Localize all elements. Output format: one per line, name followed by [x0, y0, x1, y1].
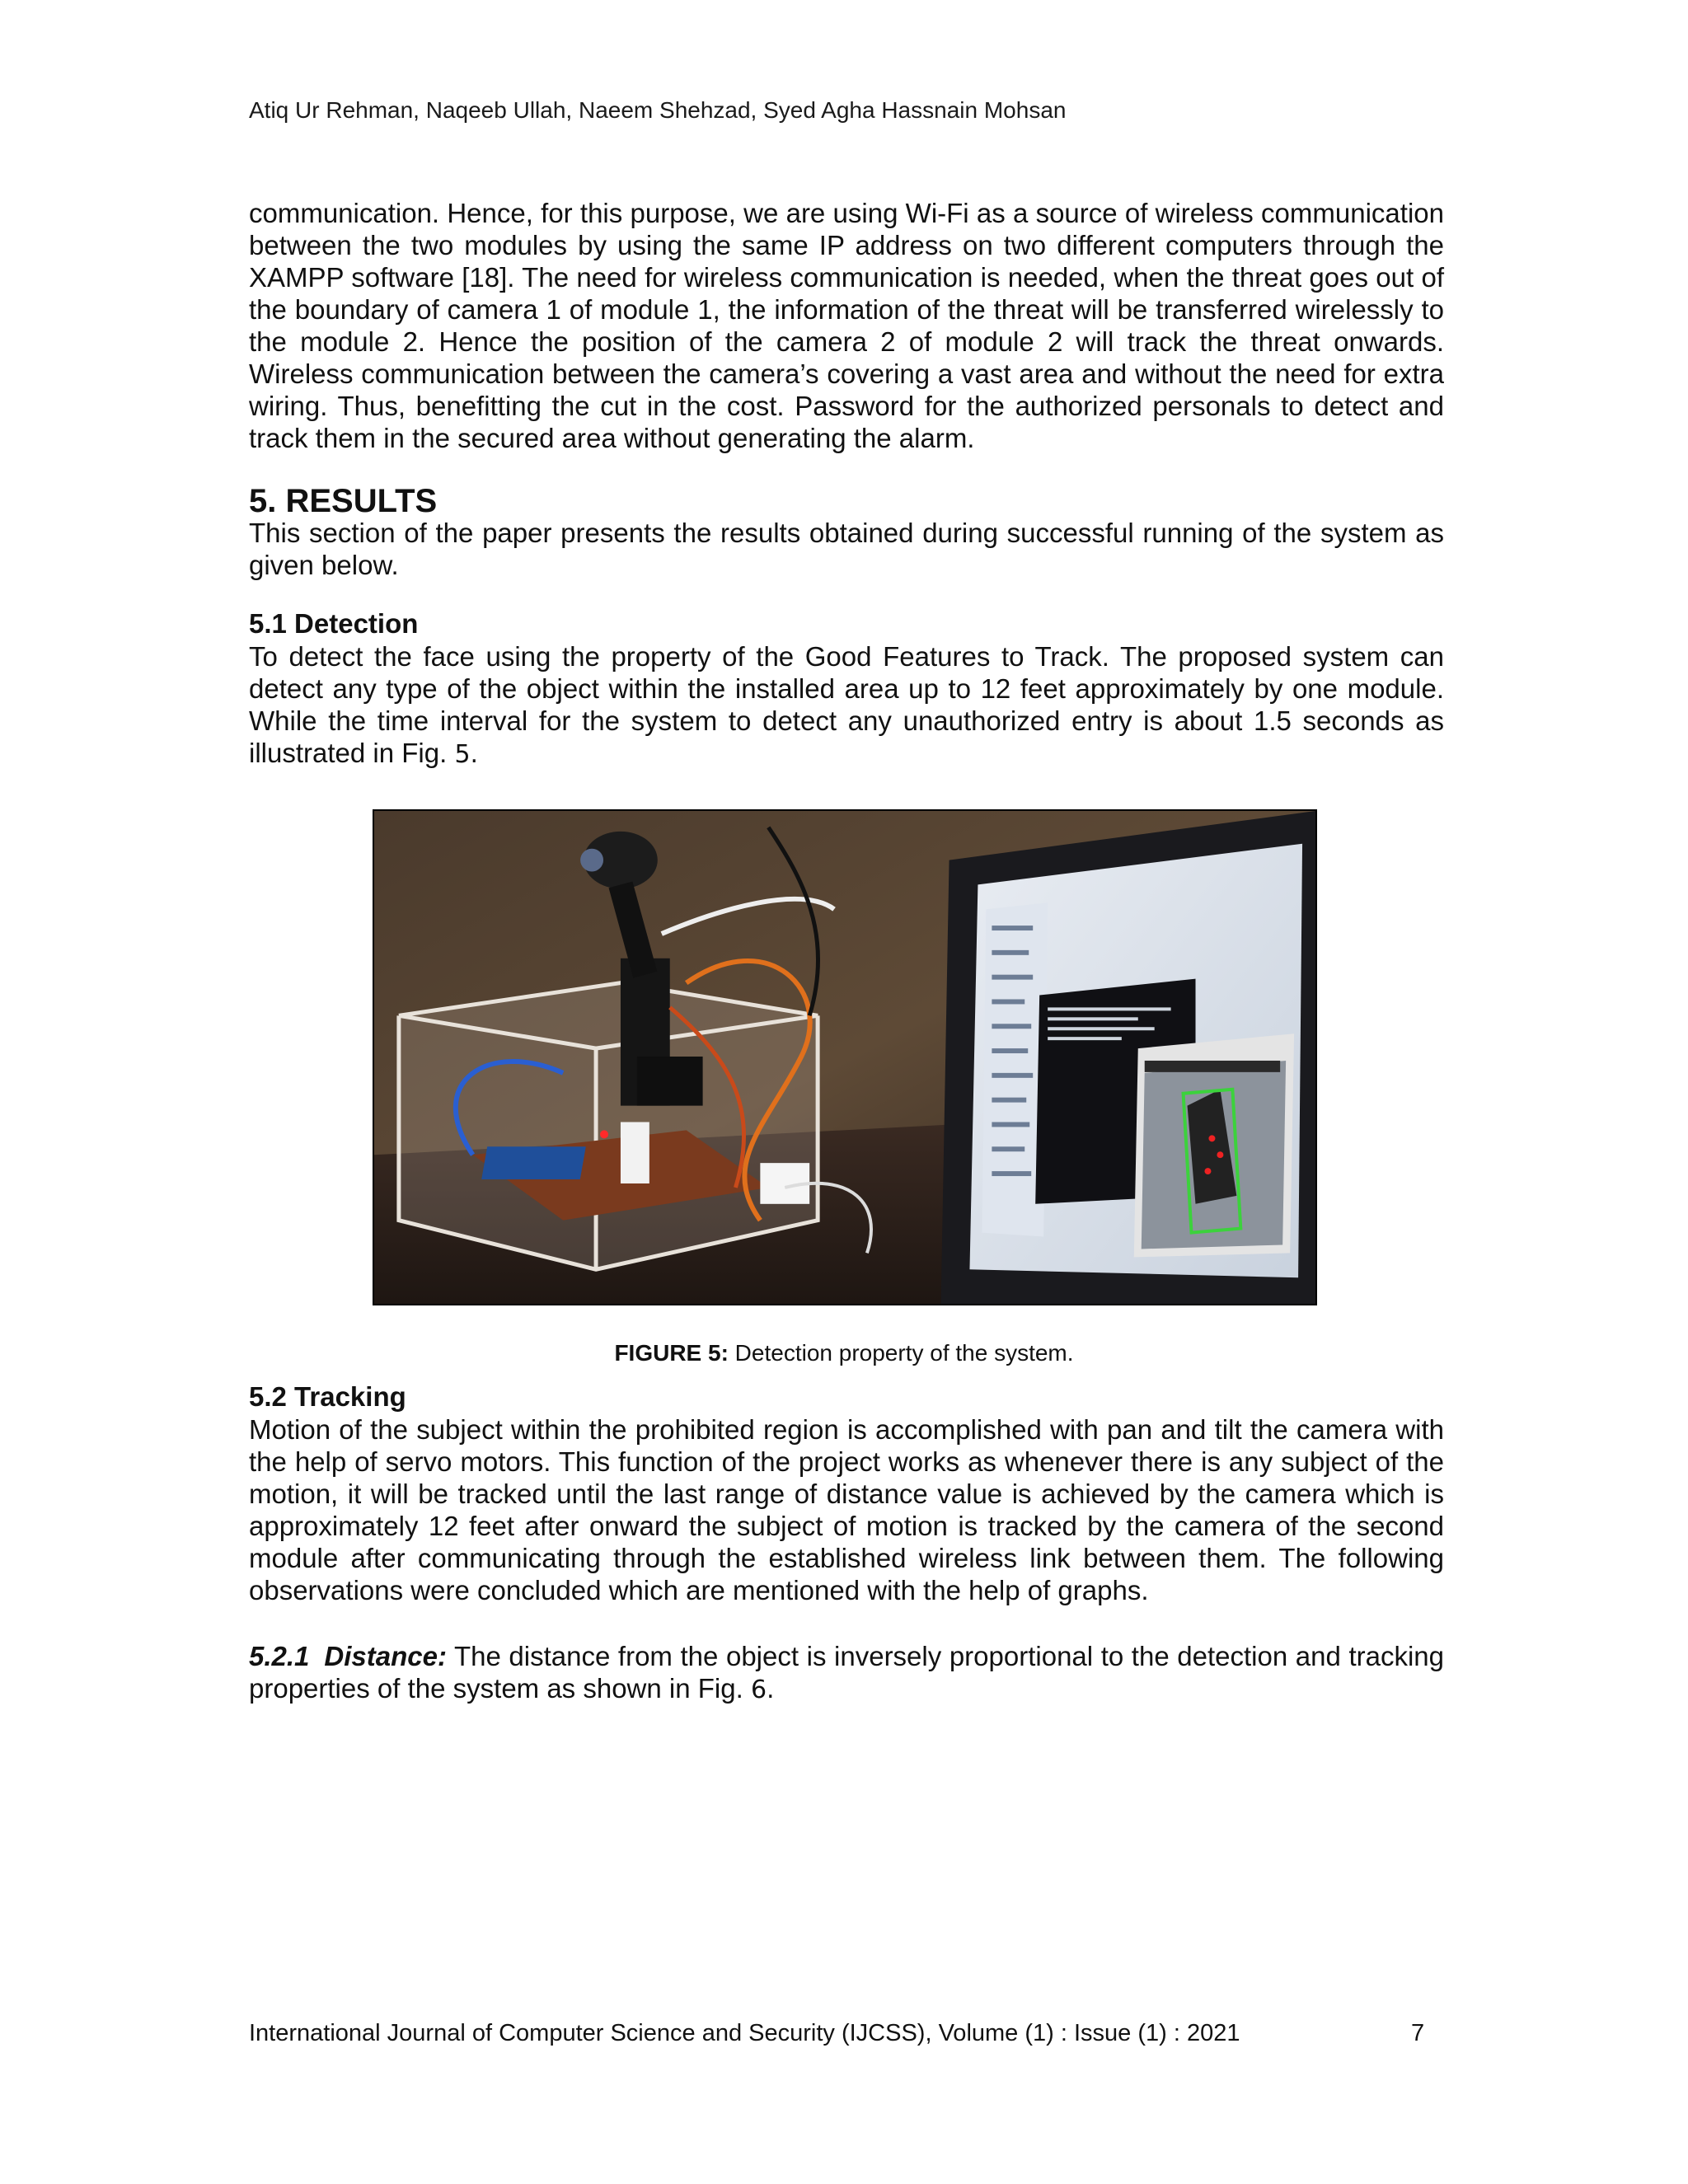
footer-journal: International Journal of Computer Science and Security (IJCSS), Volume (1) : Issue (1) : 2021	[249, 2020, 1240, 2046]
figure-5-label: FIGURE 5:	[614, 1340, 729, 1366]
running-header-authors: Atiq Ur Rehman, Naqeeb Ullah, Naeem Shehzad, Syed Agha Hassnain Mohsan	[249, 97, 1067, 123]
figure-5-photo	[373, 809, 1317, 1305]
figure-5-caption-text: Detection property of the system.	[728, 1340, 1074, 1366]
page-number: 7	[1411, 2020, 1425, 2046]
subsubsection-term: Distance:	[324, 1641, 447, 1671]
distance-paragraph	[249, 1640, 1444, 1706]
subsubsection-number: 5.2.1	[249, 1641, 310, 1671]
subsection-heading-tracking: 5.2 Tracking	[249, 1381, 406, 1412]
tracking-paragraph: Motion of the subject within the prohibited region is accomplished with pan and tilt the camera with the help of servo motors. This function of the project works as whenever there is any subject of the motion, it will be tracked until the last range of distance value is achieved by the camera which is approximately 12 feet after onward the subject of motion is tracked by the camera of the second module after communicating through the established wireless link between them. The following observations were concluded which are mentioned with the help of graphs.	[249, 1414, 1444, 1605]
intro-paragraph: communication. Hence, for this purpose, we are using Wi-Fi as a source of wireless communication between the two modules by using the same IP address on two different computers through the XAMPP software [18]. The need for wireless communication is needed, when the threat goes out of the boundary of camera 1 of module 1, the information of the threat will be transferred wirelessly to the module 2. Hence the position of the camera 2 of module 2 will track the threat onwards. Wireless communication between the camera’s covering a vast area and without the need for extra wiring. Thus, benefitting the cut in the cost. Password for the authorized personals to detect and track them in the secured area without generating the alarm.	[249, 198, 1444, 453]
subsection-heading-detection: 5.1 Detection	[249, 608, 419, 639]
detection-paragraph	[249, 640, 1444, 771]
distance-fig-ref: 6.	[750, 1675, 775, 1704]
distance-text: The distance from the object is inversely proportional to the detection and tracking properties of the system as shown in Fig.	[249, 1641, 1444, 1704]
detection-text: To detect the face using the property of the Good Features to Track. The proposed system can detect any type of the object within the installed area up to 12 feet approximately by one module. While the time interval for the system to detect any unauthorized entry is about 1.5 seconds as illustrated in Fig.	[249, 641, 1444, 768]
section-heading-results: 5. RESULTS	[249, 483, 438, 519]
figure-5-illustration	[374, 811, 1315, 1304]
detection-fig-ref: 5.	[454, 740, 479, 769]
results-paragraph: This section of the paper presents the results obtained during successful running of the system as given below.	[249, 518, 1444, 580]
figure-5-caption	[0, 1340, 1688, 1366]
